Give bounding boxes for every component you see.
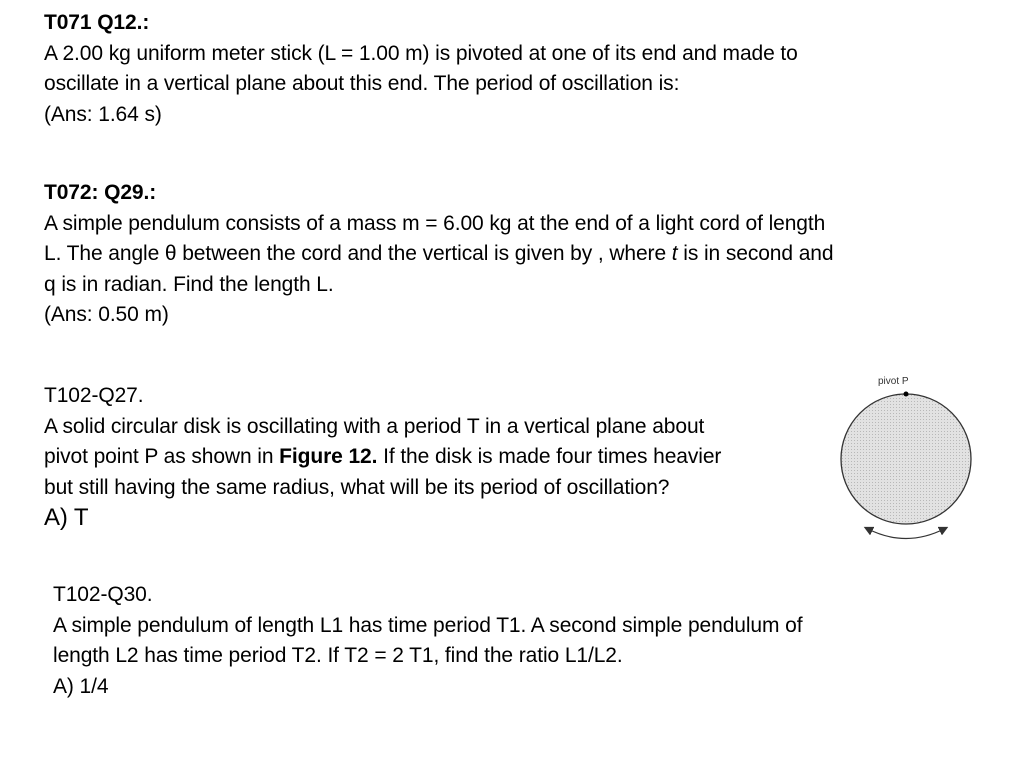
pivot-label: pivot P [878, 376, 909, 387]
text-segment: L. The angle θ between the cord and the vertical is given by , where [44, 242, 672, 265]
question-text-line: A solid circular disk is oscillating with a period T in a vertical plane about [44, 414, 705, 438]
question-text-line: A 2.00 kg uniform meter stick (L = 1.00 m) is pivoted at one of its end and made to [44, 41, 798, 65]
question-text-line: but still having the same radius, what will be its period of oscillation? [44, 475, 670, 499]
disk-pendulum-figure [830, 368, 1010, 548]
question-t072-q29 [44, 178, 984, 331]
question-t102-q27 [44, 381, 824, 534]
answer-text: (Ans: 0.50 m) [44, 303, 169, 326]
text-segment: is in second and [677, 242, 834, 265]
question-id: T071 Q12.: [44, 11, 150, 34]
pivot-point [904, 392, 909, 397]
question-text-line: oscillate in a vertical plane about this end. The period of oscillation is: [44, 72, 680, 95]
answer-text: A) 1/4 [53, 674, 109, 698]
question-text-line: A simple pendulum consists of a mass m = 6.00 kg at the end of a light cord of length [44, 211, 826, 235]
question-text-line: length L2 has time period T2. If T2 = 2 T1, find the ratio L1/L2. [53, 644, 623, 667]
figure-reference: Figure 12. [279, 445, 378, 468]
answer-text: A) T [44, 504, 89, 531]
question-text-line [44, 239, 984, 270]
text-segment: If the disk is made four times heavier [377, 445, 722, 468]
question-id: T072: Q29.: [44, 181, 157, 204]
question-text-line: q is in radian. Find the length L. [44, 272, 334, 296]
text-segment: pivot point P as shown in [44, 445, 280, 468]
question-text-line [44, 442, 824, 473]
disk [841, 394, 971, 524]
italic-variable: t [671, 242, 678, 265]
question-t071-q12 [44, 8, 984, 130]
oscillation-arrow [868, 529, 944, 539]
answer-text: (Ans: 1.64 s) [44, 102, 162, 126]
question-t102-q30 [53, 580, 953, 702]
question-id: T102-Q30. [53, 583, 153, 606]
question-text-line: A simple pendulum of length L1 has time period T1. A second simple pendulum of [53, 613, 803, 637]
question-id: T102-Q27. [44, 384, 144, 407]
